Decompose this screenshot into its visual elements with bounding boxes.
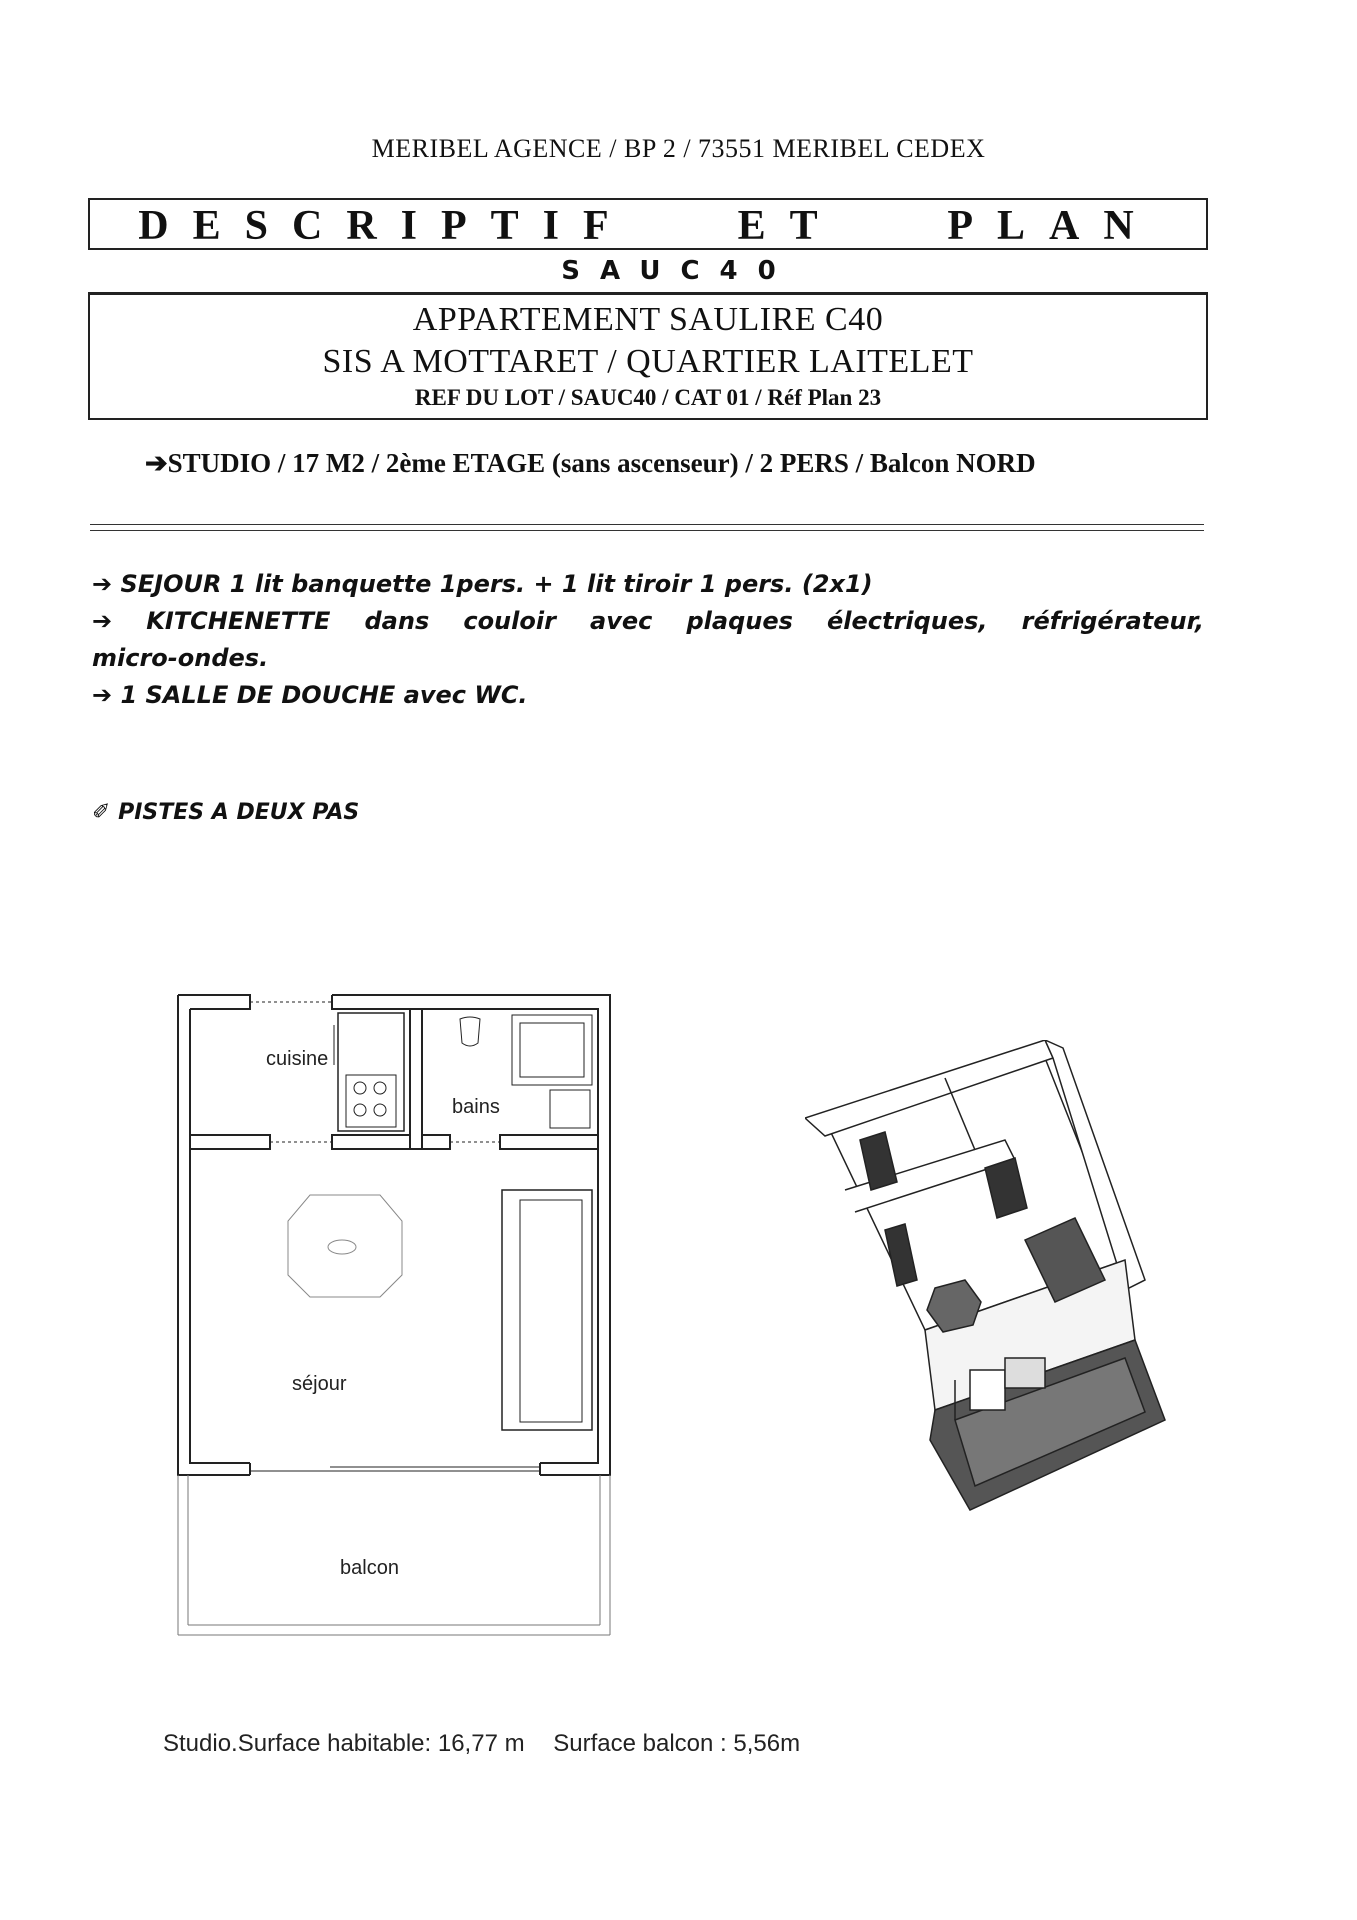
surface-balcon: Surface balcon : 5,56m bbox=[553, 1730, 801, 1757]
lot-reference: REF DU LOT / SAUC40 / CAT 01 / Réf Plan 23 bbox=[414, 385, 882, 410]
apartment-location: SIS A MOTTARET / QUARTIER LAITELET bbox=[322, 343, 974, 380]
feature-douche: ➔ 1 SALLE DE DOUCHE avec WC. bbox=[92, 681, 528, 709]
feature-kitchenette: ➔ KITCHENETTE dans couloir avec plaques électriques, réfrigérateur, bbox=[92, 607, 1204, 635]
features-list bbox=[92, 566, 1204, 714]
plan-walls bbox=[178, 995, 610, 1635]
iso-drawing bbox=[805, 1040, 1165, 1510]
isometric-view bbox=[805, 1040, 1185, 1520]
lot-code: SAUC40 bbox=[561, 256, 796, 286]
room-label-sejour: séjour bbox=[292, 1373, 347, 1395]
divider-line bbox=[90, 524, 1204, 525]
title-box bbox=[88, 198, 1208, 250]
feature-sejour: ➔ SEJOUR 1 lit banquette 1pers. + 1 lit tiroir 1 pers. (2x1) bbox=[92, 570, 873, 598]
feature-kitchenette-cont: micro-ondes. bbox=[92, 644, 269, 672]
apartment-name: APPARTEMENT SAULIRE C40 bbox=[412, 301, 884, 338]
document-title: DESCRIPTIF ET PLAN bbox=[138, 203, 1158, 249]
room-label-bains: bains bbox=[452, 1096, 500, 1118]
pistes-note: ✐ PISTES A DEUX PAS bbox=[92, 800, 360, 825]
floor-plan bbox=[170, 985, 620, 1645]
room-label-cuisine: cuisine bbox=[266, 1048, 329, 1070]
surface-caption bbox=[163, 1730, 822, 1758]
apartment-box bbox=[88, 292, 1208, 420]
surface-habitable: Studio.Surface habitable: 16,77 m bbox=[163, 1730, 525, 1757]
agency-header: MERIBEL AGENCE / BP 2 / 73551 MERIBEL CEDEX bbox=[371, 134, 986, 163]
studio-summary: ➔STUDIO / 17 M2 / 2ème ETAGE (sans ascenseur) / 2 PERS / Balcon NORD bbox=[145, 448, 1036, 478]
divider-line bbox=[90, 530, 1204, 531]
room-label-balcon: balcon bbox=[340, 1557, 399, 1579]
